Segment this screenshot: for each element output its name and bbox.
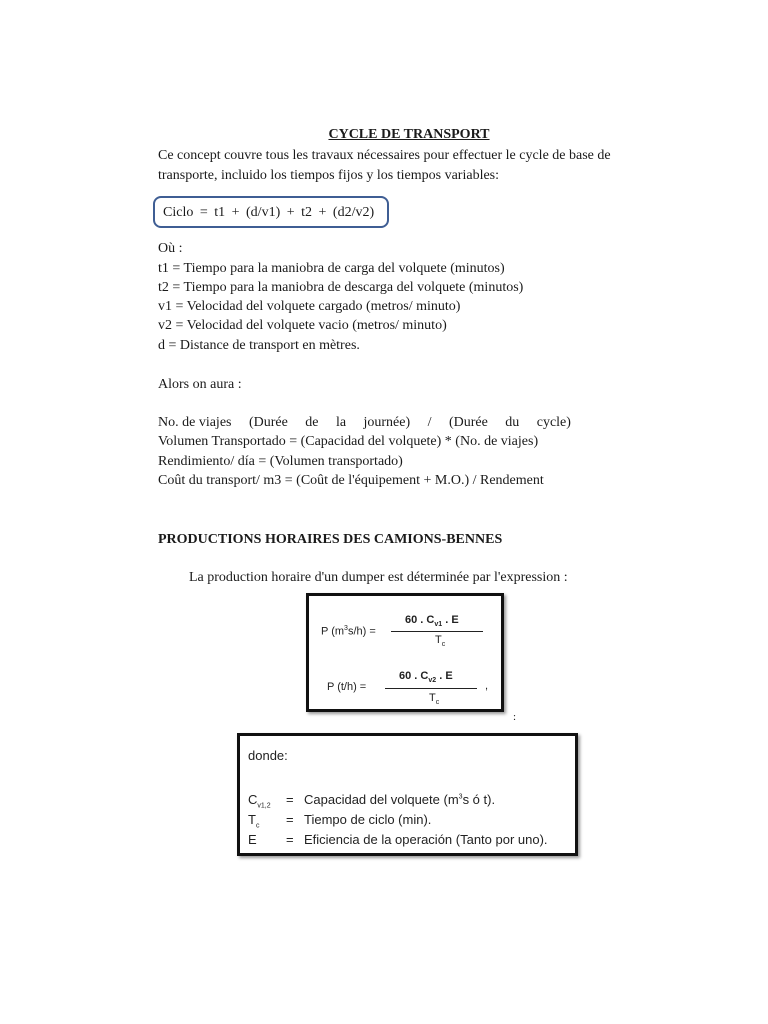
- intro-paragraph: Ce concept couvre tous les travaux nécessaires pour effectuer le cycle de base de transporte, incluido los tiempos fijos y los tiempos variables:: [158, 148, 611, 183]
- legend-donde: donde:: [248, 748, 288, 763]
- formula-p2-numerator: 60 . $C_{v2}$ . E: [399, 670, 453, 685]
- formula-p2-lhs: P (t/h) =: [327, 681, 367, 693]
- viajes-part: cycle): [536, 415, 571, 430]
- legend-equals: =: [286, 792, 294, 807]
- formula-p2-fraction-bar: [385, 688, 477, 689]
- production-intro: La production horaire d'un dumper est déterminée par l'expression :: [189, 570, 568, 585]
- viajes-part: No. de viajes: [158, 415, 232, 430]
- legend-description: Eficiencia de la operación (Tanto por uno).: [304, 832, 548, 847]
- formula-p1-lhs: P $(m^3s/h)$ =: [321, 625, 376, 638]
- legend-description: Tiempo de ciclo (min).: [304, 812, 432, 827]
- formula-p1-fraction-bar: [391, 631, 483, 632]
- definition-t1: t1 = Tiempo para la maniobra de carga del volquete (minutos): [158, 261, 505, 276]
- page-title: CYCLE DE TRANSPORT: [328, 127, 490, 142]
- viajes-part: la: [335, 415, 347, 430]
- viajes-part: /: [427, 415, 432, 430]
- viajes-part: du: [505, 415, 520, 430]
- cycle-formula: Ciclo = t1 + (d/v1) + t2 + (d2/v2): [163, 205, 375, 220]
- stray-mark: :: [513, 711, 517, 723]
- legend-equals: =: [286, 832, 294, 847]
- legend-equals: =: [286, 812, 294, 827]
- viajes-part: (Durée: [448, 415, 488, 430]
- viajes-part: journée): [363, 415, 411, 430]
- definition-v2: v2 = Velocidad del volquete vacio (metros/ minuto): [158, 318, 447, 333]
- viajes-part: (Durée: [248, 415, 288, 430]
- volumen-line: Volumen Transportado = (Capacidad del volquete) * (No. de viajes): [158, 434, 539, 449]
- formula-p1-denominator: $T_c$: [435, 634, 446, 649]
- legend-symbol: E: [248, 832, 257, 847]
- viajes-part: de: [305, 415, 319, 430]
- formula-p2-comma: ,: [485, 680, 489, 692]
- legend-symbol: $T_c$: [248, 812, 260, 830]
- alors-label: Alors on aura :: [158, 377, 242, 392]
- legend-description: Capacidad del volquete ($m^3s$ ó t).: [304, 792, 496, 807]
- cycle-formula-box: [153, 196, 389, 228]
- formula-p1-numerator: 60 . $C_{v1}$ . E: [405, 614, 459, 629]
- legend-symbol: $C_{v1,2}$: [248, 792, 271, 810]
- legend-box: [237, 733, 578, 856]
- production-formula-box: [306, 593, 504, 712]
- where-label: Où :: [158, 241, 183, 256]
- definition-d: d = Distance de transport en mètres.: [158, 338, 360, 353]
- definition-v1: v1 = Velocidad del volquete cargado (metros/ minuto): [158, 299, 461, 314]
- section-heading: PRODUCTIONS HORAIRES DES CAMIONS-BENNES: [158, 532, 503, 547]
- formula-p2-denominator: $T_c$: [429, 692, 440, 707]
- viajes-line: [158, 414, 571, 432]
- definition-t2: t2 = Tiempo para la maniobra de descarga del volquete (minutos): [158, 280, 524, 295]
- rendimiento-line: Rendimiento/ día = (Volumen transportado): [158, 454, 403, 469]
- cout-line: Coût du transport/ m3 = (Coût de l'équipement + M.O.) / Rendement: [158, 473, 544, 488]
